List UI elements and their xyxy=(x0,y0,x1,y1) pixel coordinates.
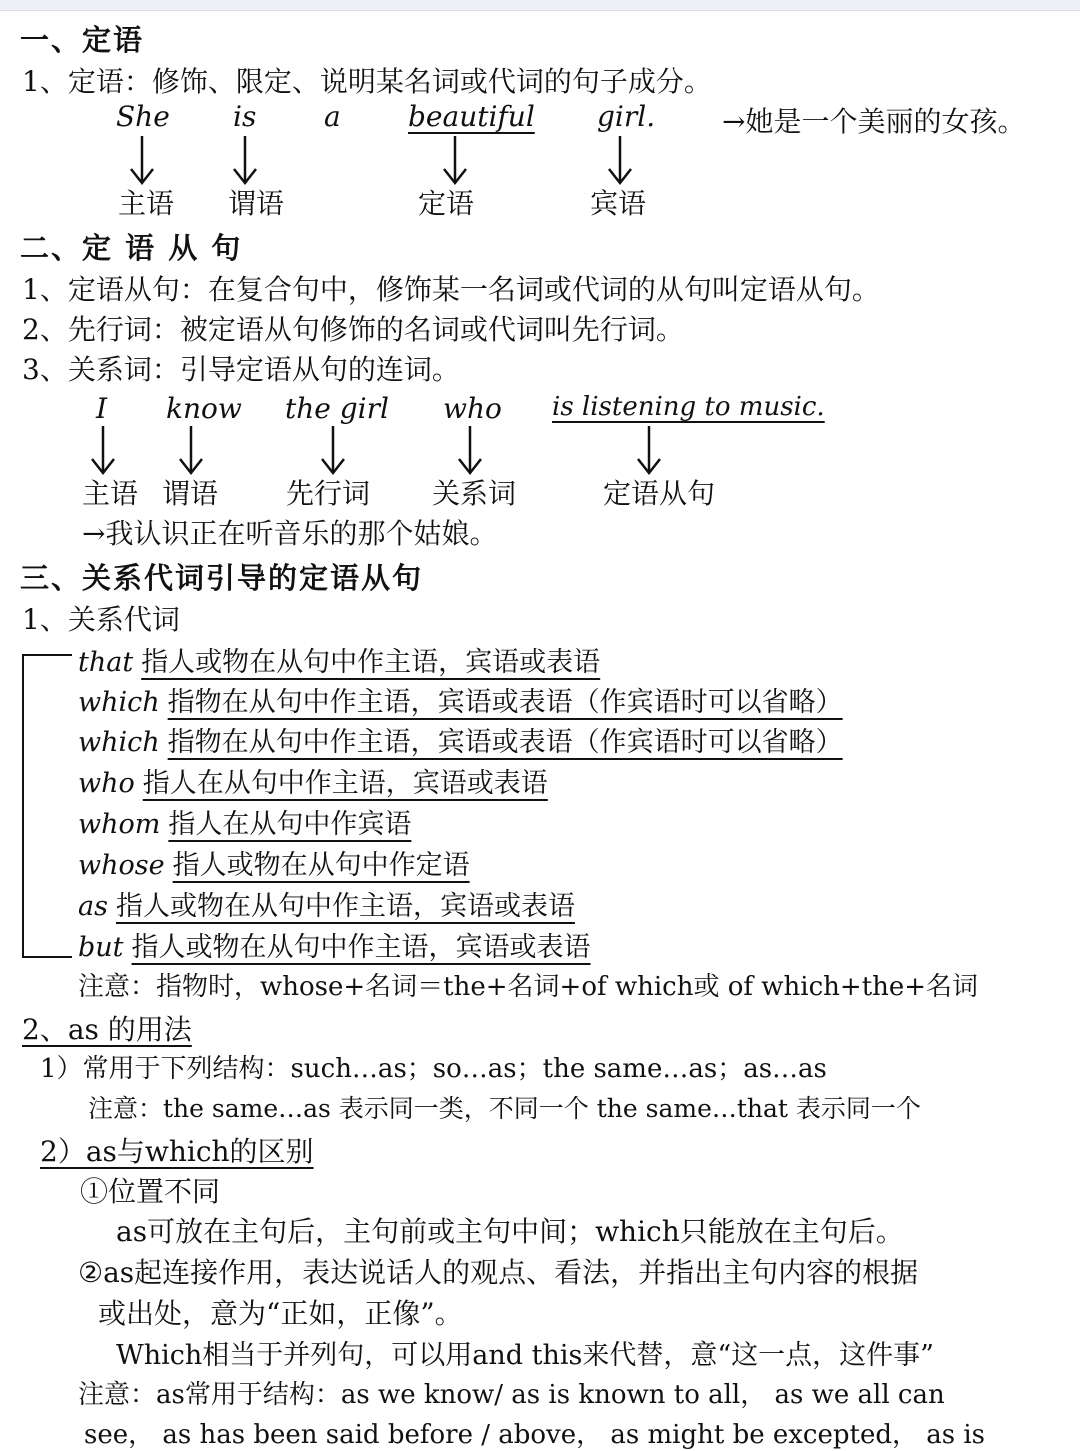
pronoun-item: whom 指人在从句中作宾语 xyxy=(78,809,412,840)
down-arrow-icon xyxy=(440,136,470,186)
label2-antecedent: 先行词 xyxy=(286,477,371,510)
pronoun-item: which 指物在从句中作主语，宾语或表语（作宾语时可以省略） xyxy=(78,727,843,758)
as-function-text: ②as起连接作用，表达说话人的观点、看法，并指出主句内容的根据 xyxy=(78,1256,919,1289)
label-subject: 主语 xyxy=(118,187,175,220)
example-word-is: is xyxy=(233,100,257,133)
as-usage-heading: 2、as 的用法 xyxy=(22,1013,192,1046)
which-text: Which相当于并列句，可以用and this来代替，意“这一点，这件事” xyxy=(116,1340,934,1371)
pronoun-item: whose 指人或物在从句中作定语 xyxy=(78,850,470,881)
position-text: as可放在主句后，主句前或主句中间；which只能放在主句后。 xyxy=(116,1215,904,1248)
label2-clause: 定语从句 xyxy=(603,477,716,510)
example2-translation: →我认识正在听音乐的那个姑娘。 xyxy=(82,517,498,550)
down-arrow-icon xyxy=(230,136,260,186)
relative-pronoun-heading: 1、关系代词 xyxy=(22,603,180,636)
example2-word-know: know xyxy=(166,392,242,425)
top-bar xyxy=(0,0,1080,11)
down-arrow-icon xyxy=(88,426,118,476)
example-word-beautiful: beautiful xyxy=(408,100,535,133)
pronoun-item: but 指人或物在从句中作主语，宾语或表语 xyxy=(78,932,591,963)
example2-word-who: who xyxy=(443,392,502,425)
position-heading: ①位置不同 xyxy=(80,1175,221,1208)
antecedent-definition: 2、先行词：被定语从句修饰的名词或代词叫先行词。 xyxy=(22,313,684,346)
pronoun-item: as 指人或物在从句中作主语，宾语或表语 xyxy=(78,891,575,922)
section-1-title: 一、定语 xyxy=(20,23,145,57)
label2-relative: 关系词 xyxy=(432,477,517,510)
down-arrow-icon xyxy=(455,426,485,476)
section-3-title: 三、关系代词引导的定语从句 xyxy=(20,561,424,595)
as-structure-note: 注意：as常用于结构：as we know/ as is known to all， as we all can xyxy=(78,1380,945,1410)
pronoun-item: who 指人在从句中作主语，宾语或表语 xyxy=(78,768,548,799)
label-object: 宾语 xyxy=(590,187,647,220)
down-arrow-icon xyxy=(176,426,206,476)
clause-definition: 1、定语从句：在复合句中，修饰某一名词或代词的从句叫定语从句。 xyxy=(22,273,880,306)
relative-word-definition: 3、关系词：引导定语从句的连词。 xyxy=(22,353,460,386)
pronoun-item: which 指物在从句中作主语，宾语或表语（作宾语时可以省略） xyxy=(78,687,843,718)
label-predicate: 谓语 xyxy=(228,187,285,220)
whose-note: 注意：指物时，whose+名词＝the+名词+of which或 of which+the+名词 xyxy=(78,972,979,1002)
section-2-title: 二、定 语 从 句 xyxy=(20,231,243,265)
label2-subject: 主语 xyxy=(82,477,139,510)
down-arrow-icon xyxy=(634,426,664,476)
bracket xyxy=(22,654,72,958)
attribute-definition: 1、定语：修饰、限定、说明某名词或代词的句子成分。 xyxy=(22,65,712,98)
as-which-difference: 2）as与which的区别 xyxy=(40,1135,314,1168)
example2-clause: is listening to music. xyxy=(552,392,825,422)
as-structure-note-cont: see， as has been said before / above， as might be excepted， as is xyxy=(84,1420,986,1450)
example-translation: →她是一个美丽的女孩。 xyxy=(722,105,1026,138)
label2-predicate: 谓语 xyxy=(162,477,219,510)
as-function-meaning: 或出处，意为“正如，正像”。 xyxy=(98,1297,463,1330)
down-arrow-icon xyxy=(605,136,635,186)
example-word-a: a xyxy=(324,100,341,133)
example-word-she: She xyxy=(116,100,170,133)
same-as-note: 注意：the same…as 表示同一类，不同一个 the same…that 表示同一个 xyxy=(88,1094,921,1123)
down-arrow-icon xyxy=(127,136,157,186)
label-attribute: 定语 xyxy=(418,187,475,220)
example2-word-i: I xyxy=(96,392,108,425)
down-arrow-icon xyxy=(318,426,348,476)
pronoun-item: that 指人或物在从句中作主语，宾语或表语 xyxy=(78,647,601,678)
example-word-girl: girl. xyxy=(597,100,656,133)
as-structures: 1）常用于下列结构：such…as；so…as；the same…as；as…as xyxy=(40,1054,827,1084)
example2-word-the-girl: the girl xyxy=(285,392,389,425)
